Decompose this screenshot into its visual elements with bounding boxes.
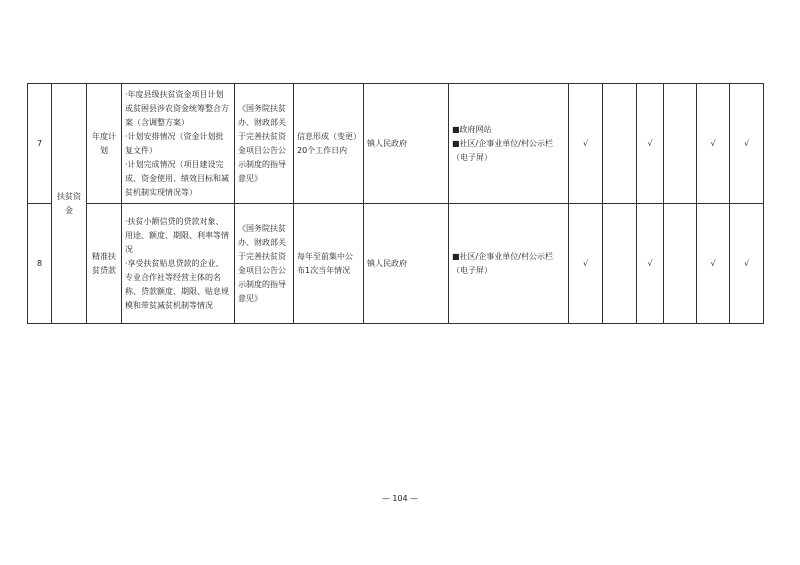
basis-cell: 《国务院扶贫办、财政部关于完善扶贫资金项目公告公示制度的指导意见》	[235, 84, 294, 204]
table-row	[28, 84, 764, 204]
timing-cell: 信息形成（变更）20个工作日内	[294, 84, 364, 204]
basis-cell: 《国务院扶贫办、财政部关于完善扶贫资金项目公告公示制度的指导意见》	[235, 204, 294, 324]
check-cell: √	[697, 84, 730, 204]
check-cell: √	[637, 204, 664, 324]
check-cell: √	[730, 84, 764, 204]
row-index: 7	[28, 84, 52, 204]
check-cell	[603, 204, 637, 324]
check-cell: √	[569, 84, 603, 204]
check-cell	[664, 204, 697, 324]
subitem-cell: 年度计划	[87, 84, 122, 204]
content-line: ·扶贫小额信贷的贷款对象、用途、额度、期限、利率等情况	[125, 216, 229, 254]
subject-cell: 镇人民政府	[364, 204, 449, 324]
check-cell: √	[730, 204, 764, 324]
table-row	[28, 204, 764, 324]
check-cell: √	[637, 84, 664, 204]
subject-cell: 镇人民政府	[364, 84, 449, 204]
subitem-cell: 精准扶贫贷款	[87, 204, 122, 324]
channel-item: ■社区/企事业单位/村公示栏（电子屏）	[452, 251, 553, 275]
channel-item: ■社区/企事业单位/村公示栏（电子屏）	[452, 138, 553, 162]
channel-cell	[449, 204, 569, 324]
category-cell: 扶贫资金	[52, 84, 87, 324]
disclosure-table	[27, 83, 764, 324]
channel-item: ■政府网站	[452, 124, 492, 134]
content-cell	[122, 84, 235, 204]
timing-cell: 每年至前集中公布1次当年情况	[294, 204, 364, 324]
check-cell	[664, 84, 697, 204]
check-cell: √	[697, 204, 730, 324]
content-line: ·计划完成情况（项目建设完成、资金使用、绩效目标和减贫机制实现情况等）	[125, 159, 229, 197]
content-line: ·享受扶贫贴息贷款的企业、专业合作社等经营主体的名称、贷款额度、期限、贴息规模和带贫减贫机制等情况	[125, 258, 229, 310]
check-cell: √	[569, 204, 603, 324]
channel-cell	[449, 84, 569, 204]
page-number: — 104 —	[381, 494, 419, 503]
content-cell	[122, 204, 235, 324]
row-index: 8	[28, 204, 52, 324]
content-line: ·计划安排情况（资金计划批复文件）	[125, 131, 224, 155]
check-cell	[603, 84, 637, 204]
content-line: ·年度县级扶贫资金项目计划或贫困县涉农资金统筹整合方案（含调整方案）	[125, 89, 229, 127]
